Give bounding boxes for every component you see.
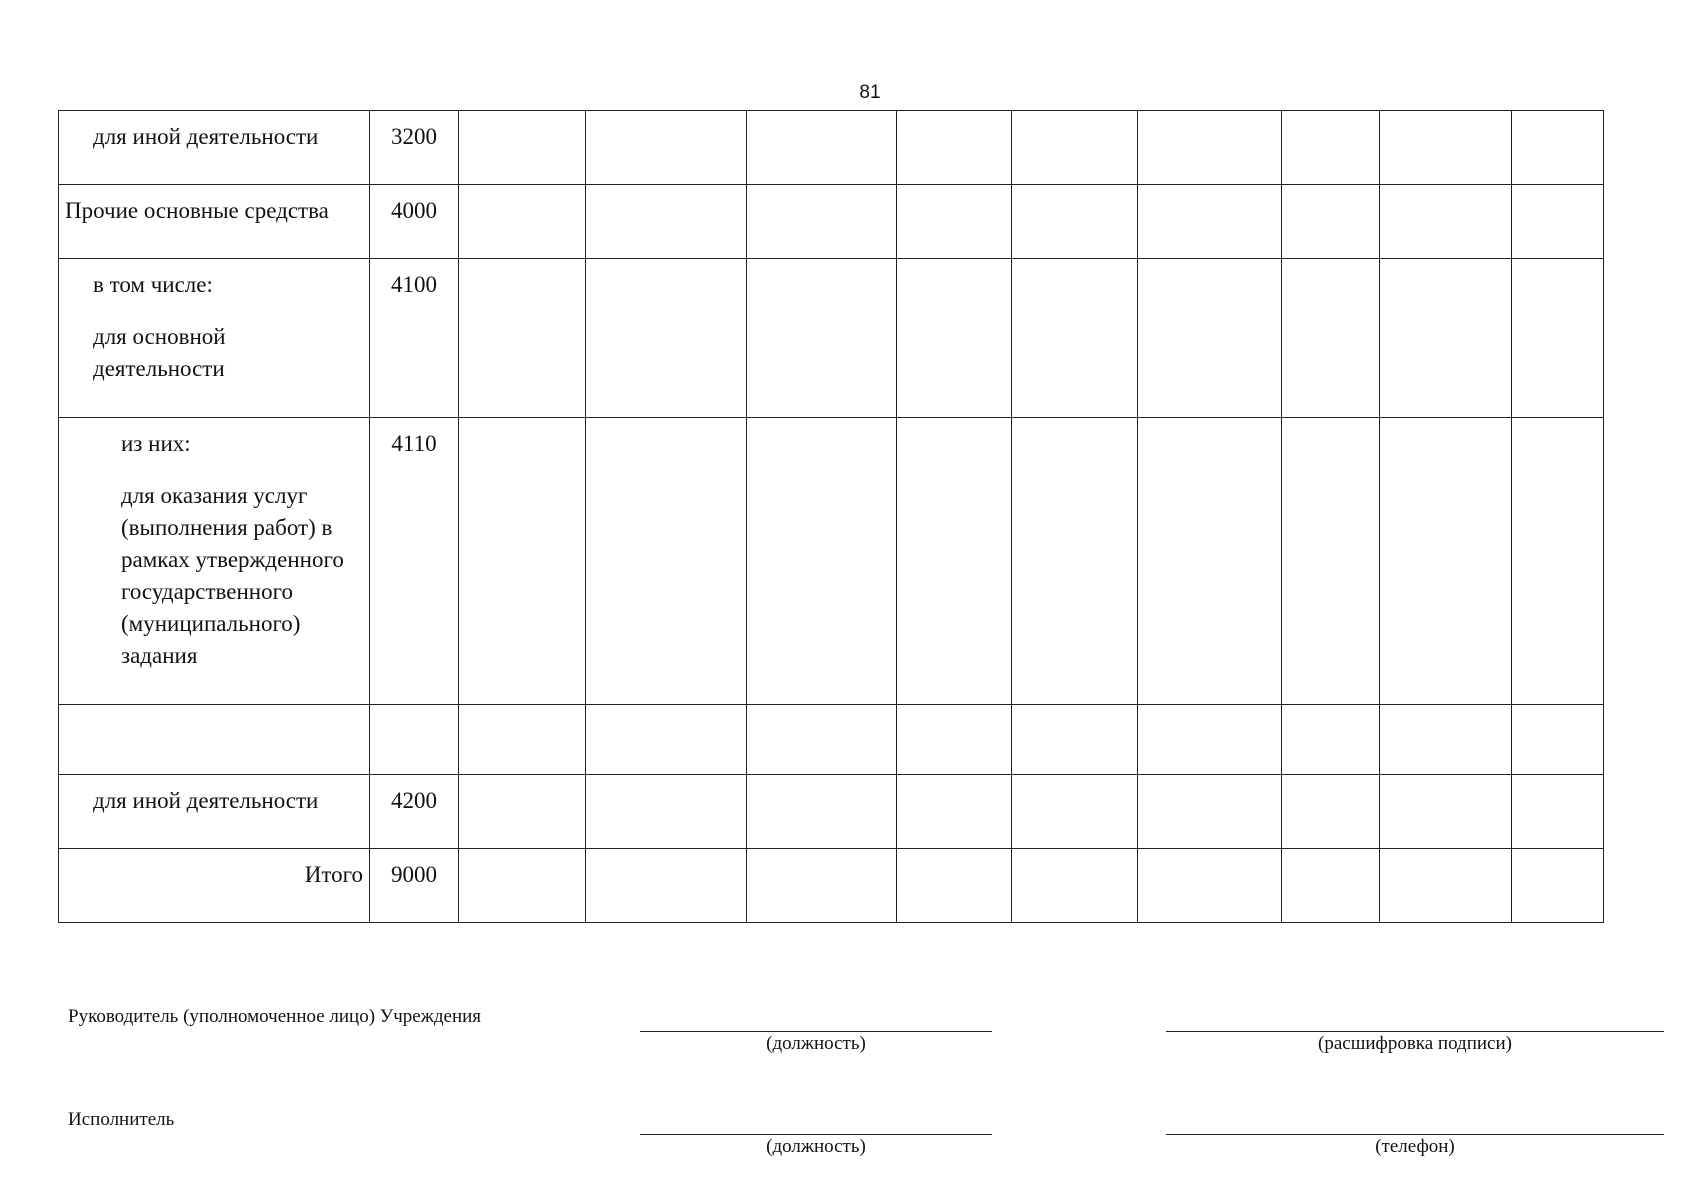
head-name-line bbox=[1166, 1031, 1664, 1032]
page-number: 81 bbox=[859, 82, 881, 103]
row-label-text: (выполнения работ) в bbox=[121, 515, 333, 540]
table-cell bbox=[747, 111, 897, 185]
table-cell bbox=[1380, 259, 1512, 418]
table-cell bbox=[1012, 259, 1138, 418]
row-code bbox=[370, 705, 459, 775]
table-cell bbox=[1282, 111, 1380, 185]
table-cell bbox=[1512, 259, 1604, 418]
table-cell bbox=[1138, 705, 1282, 775]
row-label-text: деятельности bbox=[93, 356, 225, 381]
table-row bbox=[59, 259, 1604, 418]
row-label-text: из них: bbox=[121, 431, 191, 456]
table-cell bbox=[586, 111, 747, 185]
table-cell bbox=[1380, 185, 1512, 259]
table-cell bbox=[459, 775, 586, 849]
table-cell bbox=[897, 775, 1012, 849]
row-code: 4200 bbox=[370, 775, 459, 849]
row-label-text: задания bbox=[121, 643, 198, 668]
table-cell bbox=[459, 259, 586, 418]
head-position-line bbox=[640, 1031, 992, 1032]
head-signature-label: Руководитель (уполномоченное лицо) Учреждения bbox=[68, 1006, 482, 1027]
table-cell bbox=[1282, 775, 1380, 849]
row-label bbox=[59, 185, 370, 259]
table-cell bbox=[1012, 775, 1138, 849]
table-cell bbox=[586, 849, 747, 923]
table-cell bbox=[1512, 185, 1604, 259]
head-position-caption: (должность) bbox=[766, 1033, 866, 1054]
table-cell bbox=[1012, 111, 1138, 185]
table-cell bbox=[1282, 849, 1380, 923]
table-row bbox=[59, 185, 1604, 259]
table-cell bbox=[459, 185, 586, 259]
executor-phone-line bbox=[1166, 1134, 1664, 1135]
assets-table bbox=[58, 110, 1604, 923]
table-cell bbox=[747, 849, 897, 923]
table-cell bbox=[459, 849, 586, 923]
table-cell bbox=[747, 705, 897, 775]
table-cell bbox=[1138, 418, 1282, 705]
table-cell bbox=[586, 259, 747, 418]
table-cell bbox=[897, 111, 1012, 185]
table-row bbox=[59, 111, 1604, 185]
row-label bbox=[59, 775, 370, 849]
table-cell bbox=[1380, 418, 1512, 705]
table-cell bbox=[747, 775, 897, 849]
row-label bbox=[59, 849, 370, 923]
table-cell bbox=[1380, 705, 1512, 775]
row-label-text: в том числе: bbox=[93, 272, 213, 297]
table-cell bbox=[586, 185, 747, 259]
row-code: 4100 bbox=[370, 259, 459, 418]
table-cell bbox=[459, 111, 586, 185]
row-label-text: для иной деятельности bbox=[93, 788, 319, 813]
row-label-text: (муниципального) bbox=[121, 611, 301, 636]
row-code: 4110 bbox=[370, 418, 459, 705]
table-row bbox=[59, 705, 1604, 775]
row-label-text: Прочие основные средства bbox=[65, 198, 329, 223]
table-cell bbox=[1512, 849, 1604, 923]
table-cell bbox=[1512, 111, 1604, 185]
table-cell bbox=[1138, 849, 1282, 923]
table-cell bbox=[1012, 418, 1138, 705]
row-label-text: для оказания услуг bbox=[121, 483, 308, 508]
table-cell bbox=[897, 705, 1012, 775]
table-cell bbox=[586, 705, 747, 775]
table-cell bbox=[586, 775, 747, 849]
table-cell bbox=[897, 259, 1012, 418]
total-label: Итого bbox=[304, 862, 363, 887]
row-label bbox=[59, 705, 370, 775]
table-cell bbox=[1138, 111, 1282, 185]
table-cell bbox=[1138, 185, 1282, 259]
executor-label: Исполнитель bbox=[68, 1109, 175, 1130]
executor-position-line bbox=[640, 1134, 992, 1135]
table-cell bbox=[747, 259, 897, 418]
table-cell bbox=[1380, 849, 1512, 923]
table-cell bbox=[1282, 259, 1380, 418]
table-cell bbox=[1282, 185, 1380, 259]
table-cell bbox=[1512, 705, 1604, 775]
row-code: 9000 bbox=[370, 849, 459, 923]
row-label-text: государственного bbox=[121, 579, 293, 604]
table-cell bbox=[1012, 849, 1138, 923]
table-cell bbox=[1380, 775, 1512, 849]
table-cell bbox=[1012, 705, 1138, 775]
row-code: 3200 bbox=[370, 111, 459, 185]
table-cell bbox=[747, 418, 897, 705]
table-cell bbox=[897, 849, 1012, 923]
table-cell bbox=[897, 418, 1012, 705]
table-row bbox=[59, 418, 1604, 705]
table-cell bbox=[1012, 185, 1138, 259]
table-cell bbox=[459, 418, 586, 705]
row-label-text: для иной деятельности bbox=[93, 124, 319, 149]
table-cell bbox=[1138, 775, 1282, 849]
table-cell bbox=[1512, 775, 1604, 849]
table-cell bbox=[747, 185, 897, 259]
row-label-text: для основной bbox=[93, 324, 226, 349]
table-cell bbox=[897, 185, 1012, 259]
table-cell bbox=[1138, 259, 1282, 418]
row-code: 4000 bbox=[370, 185, 459, 259]
executor-phone-caption: (телефон) bbox=[1375, 1136, 1455, 1157]
row-label bbox=[59, 111, 370, 185]
table-cell bbox=[1282, 418, 1380, 705]
row-label bbox=[59, 418, 370, 705]
table-cell bbox=[586, 418, 747, 705]
table-cell bbox=[459, 705, 586, 775]
table-cell bbox=[1512, 418, 1604, 705]
table-row bbox=[59, 849, 1604, 923]
table-cell bbox=[1380, 111, 1512, 185]
executor-position-caption: (должность) bbox=[766, 1136, 866, 1157]
head-name-caption: (расшифровка подписи) bbox=[1318, 1033, 1512, 1054]
row-label-text: рамках утвержденного bbox=[121, 547, 344, 572]
row-label bbox=[59, 259, 370, 418]
table-cell bbox=[1282, 705, 1380, 775]
table-row bbox=[59, 775, 1604, 849]
